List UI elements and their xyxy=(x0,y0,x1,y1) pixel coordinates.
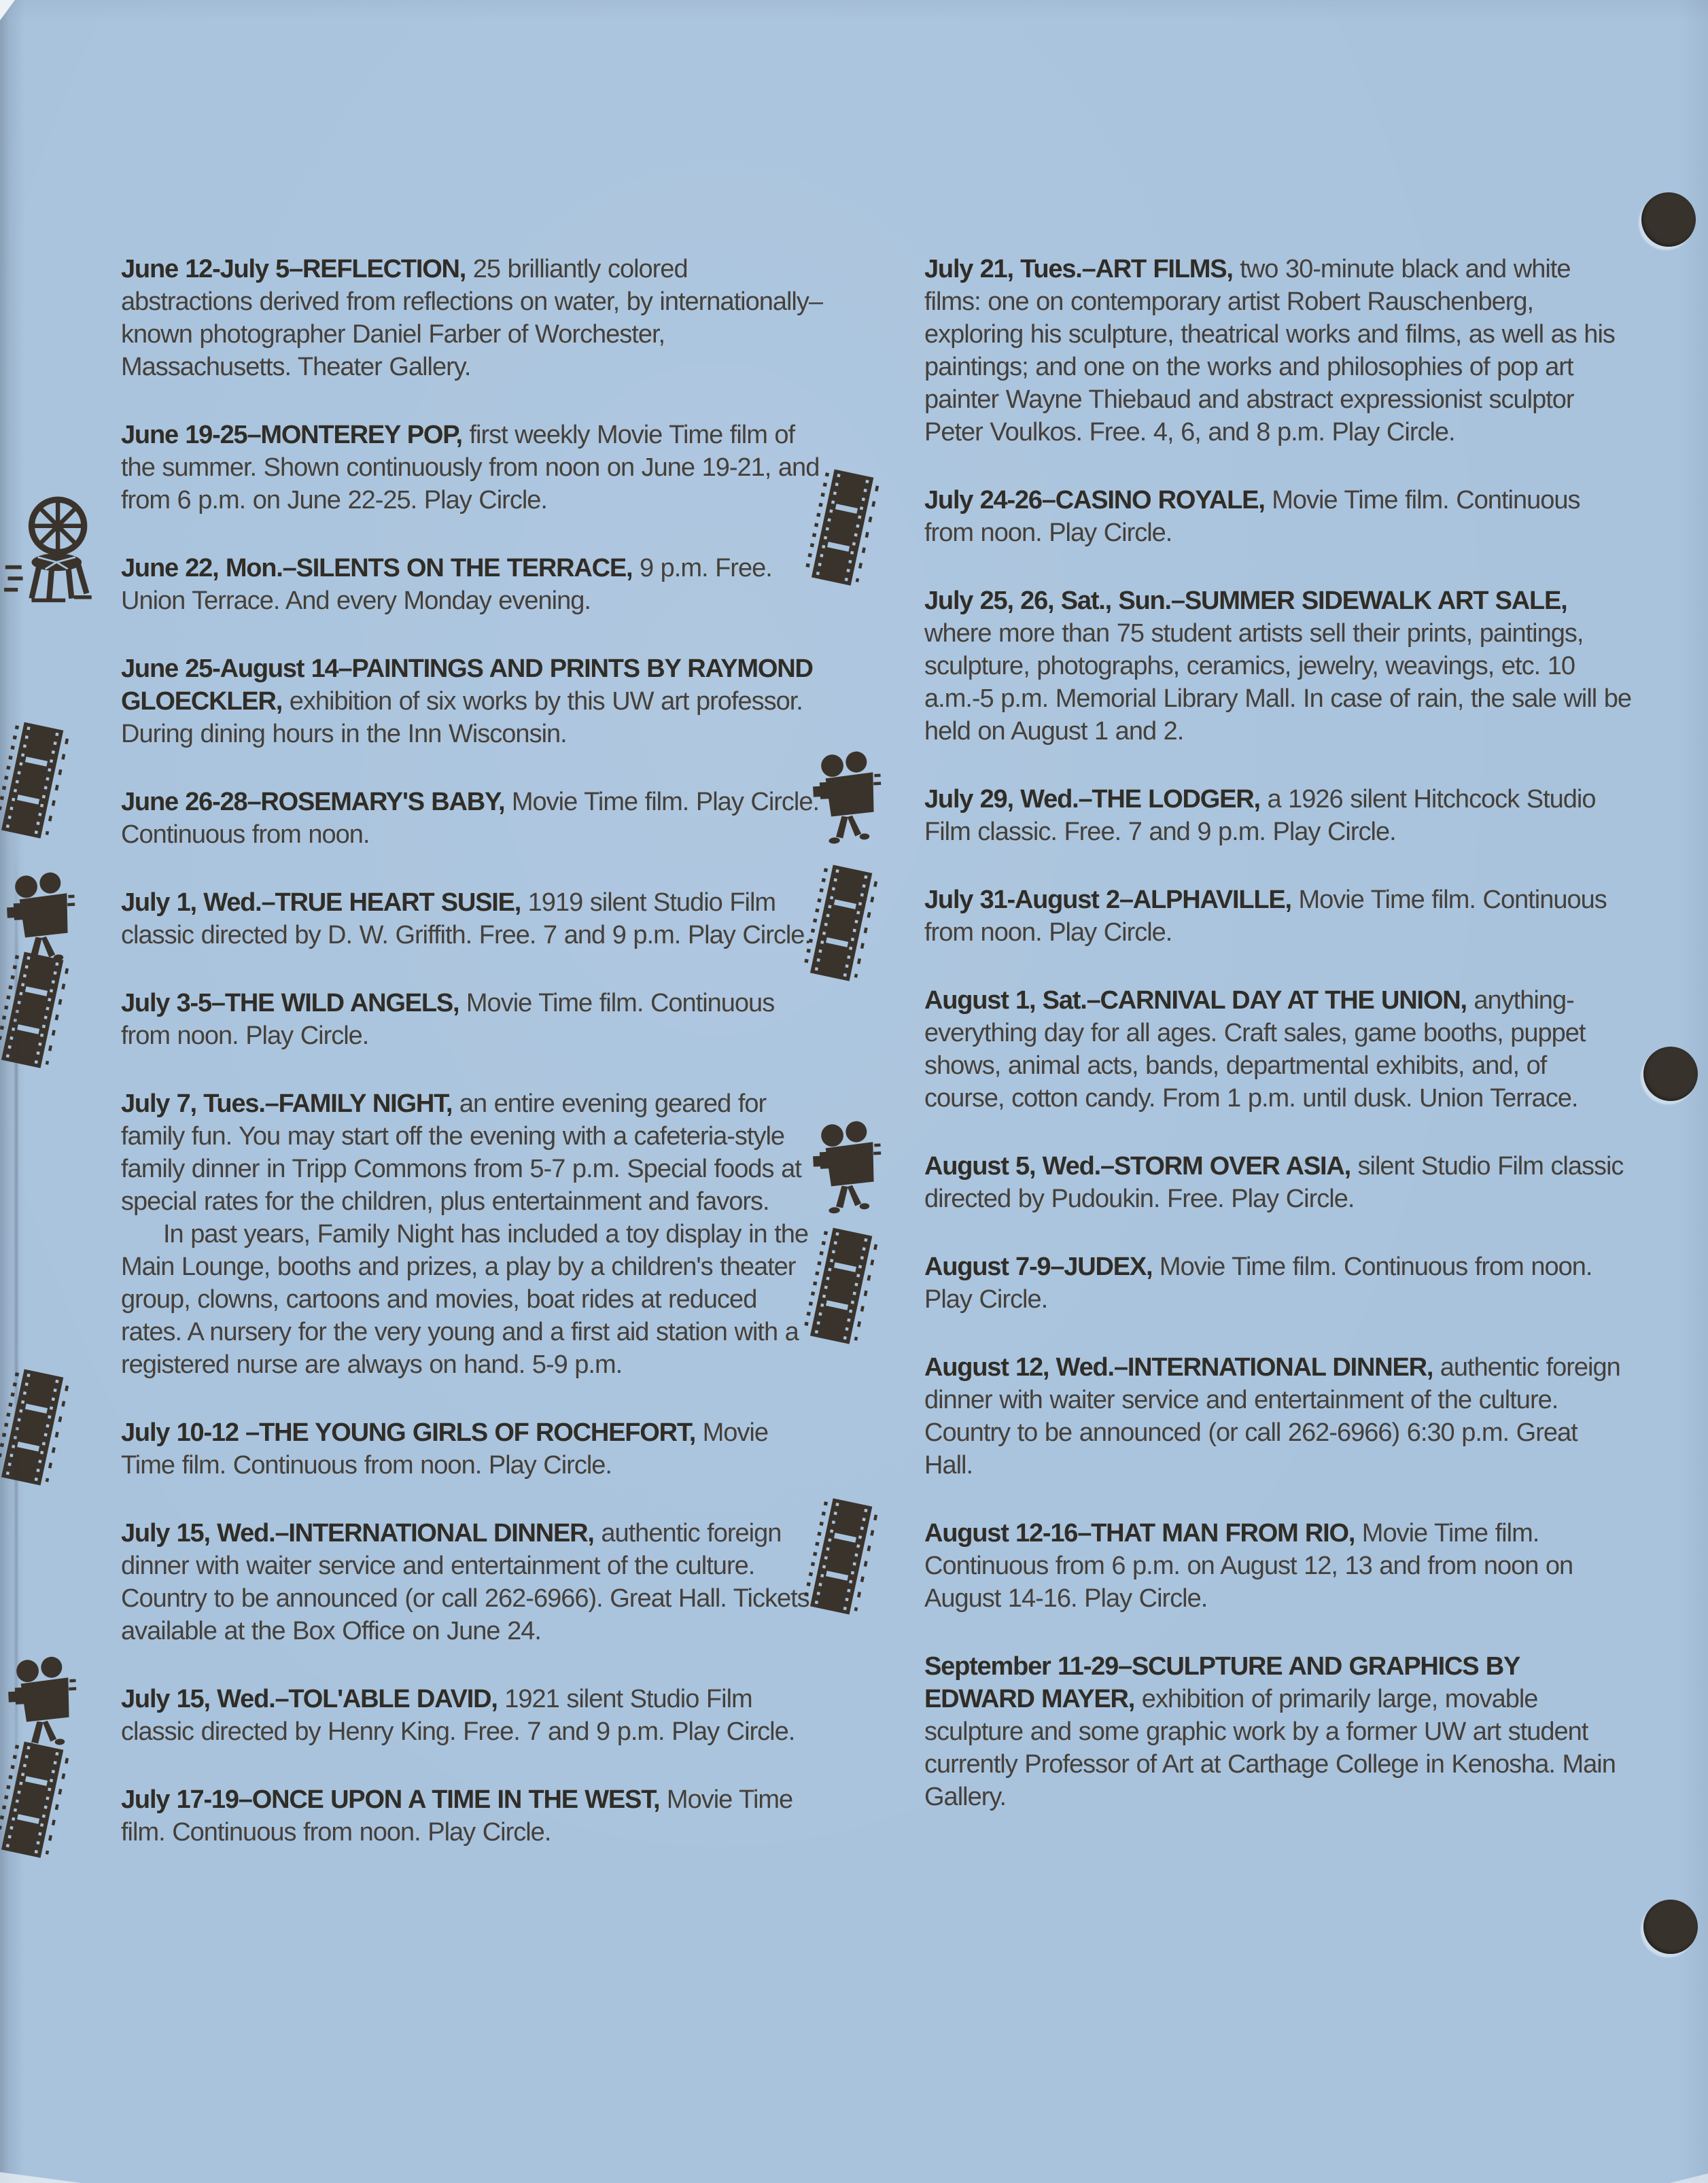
event-entry xyxy=(924,1517,1633,1615)
event-description: exhibition of primarily large, movable sculpture and some graphic work by a former UW art student currently Professor of Art at Carthage College in Kenosha. Main Gallery. xyxy=(924,1685,1616,1811)
event-description: Movie Time film. Continuous from noon. Play Circle. xyxy=(121,989,775,1050)
event-date-title: July 21, Tues.–ART FILMS, xyxy=(924,255,1233,283)
punch-hole xyxy=(1643,1047,1698,1101)
event-date-title: July 31-August 2–ALPHAVILLE, xyxy=(924,886,1291,914)
event-description: 1921 silent Studio Film classic directed by Henry King. Free. 7 and 9 p.m. Play Circle. xyxy=(121,1685,795,1746)
event-description: Movie Time film. Continuous from noon. Play Circle. xyxy=(924,486,1580,547)
event-date-title: June 25-August 14–PAINTINGS AND PRINTS BY RAYMOND GLOECKLER, xyxy=(121,654,813,716)
event-date-title: July 7, Tues.–FAMILY NIGHT, xyxy=(121,1089,453,1118)
event-entry xyxy=(121,886,822,951)
event-date-title: June 19-25–MONTEREY POP, xyxy=(121,421,462,449)
event-date-title: July 1, Wed.–TRUE HEART SUSIE, xyxy=(121,888,521,917)
event-entry xyxy=(121,1683,822,1748)
event-description: a 1926 silent Hitchcock Studio Film classic. Free. 7 and 9 p.m. Play Circle. xyxy=(924,785,1596,846)
punch-hole xyxy=(1641,192,1696,247)
event-date-title: July 17-19–ONCE UPON A TIME IN THE WEST, xyxy=(121,1785,660,1814)
filmstrip-icon xyxy=(810,1501,878,1613)
event-description: first weekly Movie Time film of the summer. Shown continuously from noon on June 19-21, and from 6 p.m. on June 22-25. Play Circle. xyxy=(121,421,820,514)
event-entry xyxy=(924,1650,1633,1813)
punch-hole xyxy=(1643,1900,1698,1954)
event-entry xyxy=(924,584,1633,748)
event-description: Movie Time film. Continuous from noon. Play Circle. xyxy=(121,1785,793,1847)
event-entry xyxy=(121,253,822,383)
event-entry xyxy=(121,1517,822,1647)
event-description: authentic foreign dinner with waiter service and entertainment of the culture. Country to be announced (or call 262-6966) 6:30 p.m. Great Hall. xyxy=(924,1353,1620,1480)
event-date-title: August 12, Wed.–INTERNATIONAL DINNER, xyxy=(924,1353,1433,1382)
movie-camera-icon xyxy=(8,1654,77,1749)
filmstrip-icon xyxy=(810,867,878,980)
event-date-title: August 1, Sat.–CARNIVAL DAY AT THE UNION, xyxy=(924,986,1467,1015)
right-column xyxy=(924,253,1633,1849)
movie-camera-icon xyxy=(813,749,882,844)
event-date-title: July 24-26–CASINO ROYALE, xyxy=(924,486,1265,514)
event-description: 25 brilliantly colored abstractions derived from reflections on water, by internationally–known photographer Daniel Farber of Worchester, Massachusetts. Theater Gallery. xyxy=(121,255,822,381)
event-description: Movie Time film. Continuous from noon. Play Circle. xyxy=(121,1418,768,1480)
event-entry xyxy=(924,884,1633,949)
event-description: silent Studio Film classic directed by Pudoukin. Free. Play Circle. xyxy=(924,1152,1624,1213)
scan-corner xyxy=(0,0,15,20)
event-date-title: June 12-July 5–REFLECTION, xyxy=(121,255,466,283)
event-entry xyxy=(924,984,1633,1115)
event-entry xyxy=(121,1416,822,1482)
event-entry xyxy=(121,652,822,750)
filmstrip-icon xyxy=(812,472,879,584)
event-entry xyxy=(121,987,822,1052)
event-entry xyxy=(121,1087,822,1218)
filmstrip-icon xyxy=(1,954,69,1067)
event-date-title: August 5, Wed.–STORM OVER ASIA, xyxy=(924,1152,1350,1181)
event-date-title: August 12-16–THAT MAN FROM RIO, xyxy=(924,1519,1355,1548)
event-description: anything-everything day for all ages. Craft sales, game booths, puppet shows, animal acts, bands, departmental exhibits, and, of course, cotton candy. From 1 p.m. until dusk. Union Terrace. xyxy=(924,986,1586,1113)
event-description: Movie Time film. Continuous from noon. Play Circle. xyxy=(924,1253,1592,1314)
event-entry xyxy=(121,552,822,617)
scan-corner xyxy=(0,2172,82,2183)
filmstrip-icon xyxy=(1,724,69,837)
scan-corner xyxy=(1670,2173,1708,2183)
event-description: Movie Time film. Continuous from 6 p.m. on August 12, 13 and from noon on August 14-16. Play Circle. xyxy=(924,1519,1573,1613)
event-date-title: June 22, Mon.–SILENTS ON THE TERRACE, xyxy=(121,554,633,582)
filmstrip-icon xyxy=(1,1744,69,1857)
event-description: Movie Time film. Continuous from noon. Play Circle. xyxy=(924,886,1607,947)
filmstrip-icon xyxy=(810,1230,878,1343)
event-entry xyxy=(924,783,1633,848)
movie-camera-icon xyxy=(813,1119,882,1214)
event-entry xyxy=(121,786,822,851)
event-entry xyxy=(924,1251,1633,1316)
event-description: where more than 75 student artists sell their prints, paintings, sculpture, photographs, ceramics, jewelry, weavings, etc. 10 a.m.-5 p.m. Memorial Library Mall. In case of rain, the sale will be held on August 1 and 2. xyxy=(924,619,1632,746)
event-entry xyxy=(924,1351,1633,1482)
event-date-title: July 10-12 –THE YOUNG GIRLS OF ROCHEFORT, xyxy=(121,1418,696,1447)
terrace-chair-icon xyxy=(4,493,106,603)
event-date-title: July 3-5–THE WILD ANGELS, xyxy=(121,989,459,1017)
event-entry xyxy=(121,1783,822,1849)
filmstrip-icon xyxy=(1,1372,69,1484)
event-description: exhibition of six works by this UW art professor. During dining hours in the Inn Wisconsin. xyxy=(121,687,803,748)
event-description-continued xyxy=(121,1218,822,1381)
event-entry xyxy=(121,419,822,517)
event-date-title: July 25, 26, Sat., Sun.–SUMMER SIDEWALK ART SALE, xyxy=(924,587,1567,615)
event-description: an entire evening geared for family fun. You may start off the evening with a cafeteria-style family dinner in Tripp Commons from 5-7 p.m. Special foods at special rates for the children, plus entertainment and favors. xyxy=(121,1089,801,1216)
event-description: authentic foreign dinner with waiter service and entertainment of the culture. Country to be announced (or call 262-6966). Great Hall. Tickets available at the Box Office on June 24. xyxy=(121,1519,809,1645)
event-description: 9 p.m. Free. Union Terrace. And every Monday evening. xyxy=(121,554,772,615)
event-date-title: July 15, Wed.–INTERNATIONAL DINNER, xyxy=(121,1519,594,1548)
event-description: two 30-minute black and white films: one on contemporary artist Robert Rauschenberg, exploring his sculpture, theatrical works and films, as well as his paintings; and one on the works and philosophies of pop art painter Wayne Thiebaud and abstract expressionist sculptor Peter Voulkos. Free. 4, 6, and 8 p.m. Play Circle. xyxy=(924,255,1615,447)
left-column xyxy=(121,253,822,1884)
event-description: 1919 silent Studio Film classic directed by D. W. Griffith. Free. 7 and 9 p.m. Play Circle. xyxy=(121,888,811,949)
paper-crease xyxy=(15,850,18,1855)
event-date-title: July 29, Wed.–THE LODGER, xyxy=(924,785,1260,814)
event-date-title: September 11-29–SCULPTURE AND GRAPHICS BY EDWARD MAYER, xyxy=(924,1652,1520,1713)
event-date-title: July 15, Wed.–TOL'ABLE DAVID, xyxy=(121,1685,498,1713)
event-entry xyxy=(924,484,1633,549)
event-date-title: June 26-28–ROSEMARY'S BABY, xyxy=(121,788,505,816)
event-entry xyxy=(924,253,1633,449)
event-description: In past years, Family Night has included a toy display in the Main Lounge, booths and prizes, a play by a children's theater group, clowns, cartoons and movies, boat rides at reduced rates. A nursery for the very young and a first aid station with a registered nurse are always on hand. 5-9 p.m. xyxy=(121,1220,809,1379)
event-date-title: August 7-9–JUDEX, xyxy=(924,1253,1153,1281)
event-description: Movie Time film. Play Circle. Continuous from noon. xyxy=(121,788,820,849)
event-entry xyxy=(924,1150,1633,1215)
